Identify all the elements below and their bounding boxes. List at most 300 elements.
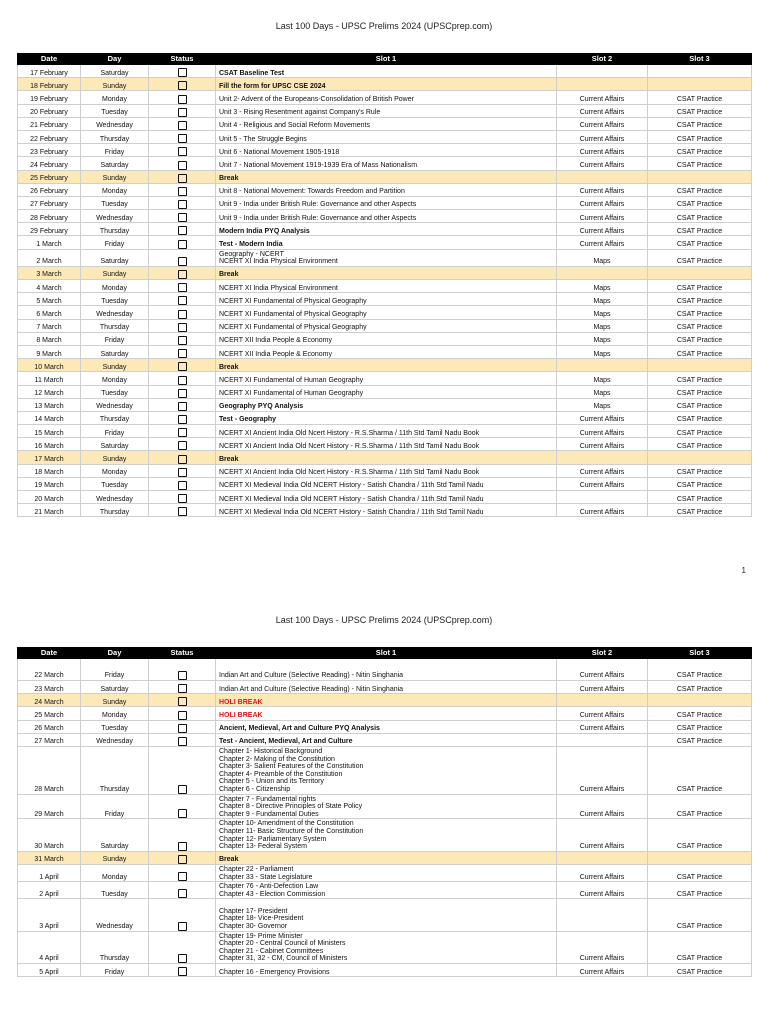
slot3-cell: CSAT Practice (648, 899, 752, 931)
slot2-cell: Current Affairs (557, 157, 648, 170)
slot1-cell: Unit 8 - National Movement: Towards Freedom and Partition (216, 183, 557, 196)
status-checkbox[interactable] (178, 402, 187, 411)
slot1-cell: CSAT Baseline Test (216, 65, 557, 78)
slot3-cell: CSAT Practice (648, 104, 752, 117)
day-cell: Tuesday (81, 293, 149, 306)
slot2-cell: Current Affairs (557, 681, 648, 694)
date-cell: 5 March (18, 293, 81, 306)
status-checkbox[interactable] (178, 922, 187, 931)
slot2-cell (557, 359, 648, 372)
slot2-cell (557, 451, 648, 464)
slot3-cell: CSAT Practice (648, 236, 752, 249)
slot2-cell: Current Affairs (557, 438, 648, 451)
slot3-cell: CSAT Practice (648, 280, 752, 293)
status-checkbox[interactable] (178, 240, 187, 249)
status-cell (149, 491, 216, 504)
page-number: 1 (741, 566, 746, 575)
status-checkbox[interactable] (178, 95, 187, 104)
date-cell: 24 February (18, 157, 81, 170)
slot1-cell: Chapter 76 - Anti-Defection Law Chapter 43 - Election Commission (216, 882, 557, 899)
slot1-cell: Unit 9 - India under British Rule: Governance and other Aspects (216, 196, 557, 209)
slot2-cell: Current Affairs (557, 91, 648, 104)
header-slot3: Slot 3 (648, 648, 752, 659)
date-cell: 28 March (18, 746, 81, 794)
slot3-cell (648, 851, 752, 864)
status-checkbox[interactable] (178, 455, 187, 464)
day-cell: Thursday (81, 411, 149, 424)
status-checkbox[interactable] (178, 257, 187, 266)
status-checkbox[interactable] (178, 389, 187, 398)
status-checkbox[interactable] (178, 724, 187, 733)
status-checkbox[interactable] (178, 200, 187, 209)
slot2-cell: Current Affairs (557, 117, 648, 130)
date-cell: 23 February (18, 144, 81, 157)
status-checkbox[interactable] (178, 147, 187, 156)
day-cell: Saturday (81, 65, 149, 78)
slot1-cell: NCERT XI Ancient India Old Ncert History - R.S.Sharma / 11th Std Tamil Nadu Book (216, 425, 557, 438)
date-cell: 17 March (18, 451, 81, 464)
slot2-cell: Current Affairs (557, 425, 648, 438)
status-cell (149, 130, 216, 143)
slot3-cell: CSAT Practice (648, 733, 752, 746)
date-cell: 14 March (18, 411, 81, 424)
slot1-cell: Modern India PYQ Analysis (216, 223, 557, 236)
status-checkbox[interactable] (178, 121, 187, 130)
day-cell: Friday (81, 964, 149, 977)
date-cell: 15 March (18, 425, 81, 438)
table-row (18, 306, 752, 319)
status-cell (149, 144, 216, 157)
slot2-cell: Current Affairs (557, 504, 648, 517)
status-checkbox[interactable] (178, 68, 187, 77)
day-cell: Sunday (81, 266, 149, 279)
status-checkbox[interactable] (178, 889, 187, 898)
status-checkbox[interactable] (178, 967, 187, 976)
slot1-cell: Test - Ancient, Medieval, Art and Culture (216, 733, 557, 746)
table-row (18, 707, 752, 720)
status-checkbox[interactable] (178, 697, 187, 706)
slot2-cell: Current Affairs (557, 707, 648, 720)
table-row (18, 91, 752, 104)
slot3-cell: CSAT Practice (648, 864, 752, 881)
table-row (18, 78, 752, 91)
table-row (18, 899, 752, 931)
slot2-cell: Current Affairs (557, 659, 648, 681)
status-checkbox[interactable] (178, 842, 187, 851)
status-cell (149, 117, 216, 130)
status-cell (149, 819, 216, 851)
day-cell: Tuesday (81, 882, 149, 899)
status-cell (149, 280, 216, 293)
slot3-cell: CSAT Practice (648, 196, 752, 209)
date-cell: 9 March (18, 345, 81, 358)
slot1-cell: NCERT XI India Physical Environment (216, 280, 557, 293)
table-row (18, 385, 752, 398)
slot1-cell: NCERT XI Ancient India Old Ncert History - R.S.Sharma / 11th Std Tamil Nadu Book (216, 438, 557, 451)
table-row (18, 266, 752, 279)
slot3-cell: CSAT Practice (648, 425, 752, 438)
slot3-cell: CSAT Practice (648, 319, 752, 332)
status-checkbox[interactable] (178, 711, 187, 720)
slot2-cell: Current Affairs (557, 882, 648, 899)
status-checkbox[interactable] (178, 684, 187, 693)
status-cell (149, 425, 216, 438)
slot2-cell (557, 65, 648, 78)
status-checkbox[interactable] (178, 872, 187, 881)
table-row (18, 819, 752, 851)
slot1-cell: NCERT XI Ancient India Old Ncert History - R.S.Sharma / 11th Std Tamil Nadu Book (216, 464, 557, 477)
table-row (18, 157, 752, 170)
table-row (18, 398, 752, 411)
date-cell: 21 March (18, 504, 81, 517)
slot1-cell: NCERT XI Medieval India Old NCERT History - Satish Chandra / 11th Std Tamil Nadu (216, 504, 557, 517)
slot3-cell: CSAT Practice (648, 398, 752, 411)
slot3-cell (648, 65, 752, 78)
slot3-cell: CSAT Practice (648, 794, 752, 819)
slot3-cell (648, 694, 752, 707)
slot2-cell: Maps (557, 372, 648, 385)
date-cell: 19 March (18, 477, 81, 490)
header-status: Status (149, 54, 216, 65)
slot2-cell: Current Affairs (557, 931, 648, 963)
slot1-cell: NCERT XI Fundamental of Human Geography (216, 385, 557, 398)
status-cell (149, 319, 216, 332)
status-cell (149, 451, 216, 464)
date-cell: 2 April (18, 882, 81, 899)
slot2-cell (557, 266, 648, 279)
header-date: Date (18, 648, 81, 659)
date-cell: 13 March (18, 398, 81, 411)
day-cell: Sunday (81, 451, 149, 464)
status-checkbox[interactable] (178, 362, 187, 371)
date-cell: 16 March (18, 438, 81, 451)
slot3-cell: CSAT Practice (648, 477, 752, 490)
slot1-cell: Test - Geography (216, 411, 557, 424)
slot2-cell: Current Affairs (557, 794, 648, 819)
table-row (18, 104, 752, 117)
slot2-cell: Current Affairs (557, 864, 648, 881)
date-cell: 3 April (18, 899, 81, 931)
day-cell: Monday (81, 91, 149, 104)
status-checkbox[interactable] (178, 226, 187, 235)
slot3-cell: CSAT Practice (648, 504, 752, 517)
day-cell: Saturday (81, 681, 149, 694)
slot3-cell: CSAT Practice (648, 306, 752, 319)
slot1-cell: Break (216, 851, 557, 864)
status-cell (149, 196, 216, 209)
slot2-cell: Current Affairs (557, 196, 648, 209)
status-cell (149, 398, 216, 411)
status-checkbox[interactable] (178, 296, 187, 305)
slot3-cell: CSAT Practice (648, 464, 752, 477)
slot2-cell: Maps (557, 319, 648, 332)
slot3-cell: CSAT Practice (648, 681, 752, 694)
date-cell: 31 March (18, 851, 81, 864)
schedule-table (17, 53, 752, 517)
slot2-cell: Current Affairs (557, 746, 648, 794)
slot2-cell: Maps (557, 280, 648, 293)
day-cell: Thursday (81, 130, 149, 143)
slot3-cell: CSAT Practice (648, 91, 752, 104)
day-cell: Monday (81, 372, 149, 385)
date-cell: 23 March (18, 681, 81, 694)
status-checkbox[interactable] (178, 428, 187, 437)
day-cell: Saturday (81, 157, 149, 170)
date-cell: 29 March (18, 794, 81, 819)
table-row (18, 851, 752, 864)
table-row (18, 504, 752, 517)
date-cell: 25 March (18, 707, 81, 720)
table-row (18, 411, 752, 424)
slot2-cell: Current Affairs (557, 720, 648, 733)
day-cell: Wednesday (81, 306, 149, 319)
status-cell (149, 249, 216, 266)
date-cell: 19 February (18, 91, 81, 104)
table-row (18, 931, 752, 963)
slot2-cell: Maps (557, 293, 648, 306)
day-cell: Tuesday (81, 196, 149, 209)
status-checkbox[interactable] (178, 161, 187, 170)
table-row (18, 464, 752, 477)
slot1-cell: Chapter 1- Historical Background Chapter 2- Making of the Constitution Chapter 3- Salient Features of the Constitution Chapter 4- Preamble of the Constitution Chapter 5 - Union and its Territory Chapter 6 - Citizenship (216, 746, 557, 794)
table-row (18, 372, 752, 385)
status-cell (149, 477, 216, 490)
table-header-row (18, 54, 752, 65)
day-cell: Sunday (81, 359, 149, 372)
slot2-cell (557, 733, 648, 746)
status-cell (149, 733, 216, 746)
status-checkbox[interactable] (178, 415, 187, 424)
date-cell: 4 March (18, 280, 81, 293)
slot2-cell: Maps (557, 332, 648, 345)
status-checkbox[interactable] (178, 481, 187, 490)
slot2-cell: Current Affairs (557, 144, 648, 157)
table-row (18, 451, 752, 464)
slot3-cell: CSAT Practice (648, 223, 752, 236)
day-cell: Saturday (81, 819, 149, 851)
status-checkbox[interactable] (178, 270, 187, 279)
status-cell (149, 931, 216, 963)
slot3-cell: CSAT Practice (648, 438, 752, 451)
slot2-cell: Maps (557, 345, 648, 358)
header-slot1: Slot 1 (216, 54, 557, 65)
day-cell: Wednesday (81, 117, 149, 130)
slot3-cell: CSAT Practice (648, 707, 752, 720)
header-date: Date (18, 54, 81, 65)
status-checkbox[interactable] (178, 134, 187, 143)
status-cell (149, 794, 216, 819)
page-title: Last 100 Days - UPSC Prelims 2024 (UPSCprep.com) (275, 21, 493, 31)
status-checkbox[interactable] (178, 349, 187, 358)
slot2-cell: Current Affairs (557, 411, 648, 424)
status-checkbox[interactable] (178, 323, 187, 332)
table-row (18, 196, 752, 209)
date-cell: 25 February (18, 170, 81, 183)
date-cell: 1 April (18, 864, 81, 881)
day-cell: Thursday (81, 504, 149, 517)
header-slot1: Slot 1 (216, 648, 557, 659)
date-cell: 27 March (18, 733, 81, 746)
table-row (18, 117, 752, 130)
status-cell (149, 899, 216, 931)
date-cell: 18 March (18, 464, 81, 477)
day-cell: Thursday (81, 931, 149, 963)
date-cell: 1 March (18, 236, 81, 249)
slot1-cell: NCERT XI Medieval India Old NCERT History - Satish Chandra / 11th Std Tamil Nadu (216, 477, 557, 490)
slot3-cell: CSAT Practice (648, 746, 752, 794)
status-checkbox[interactable] (178, 737, 187, 746)
table-row (18, 280, 752, 293)
page-title: Last 100 Days - UPSC Prelims 2024 (UPSCprep.com) (275, 615, 493, 625)
day-cell: Friday (81, 144, 149, 157)
status-checkbox[interactable] (178, 468, 187, 477)
slot3-cell: CSAT Practice (648, 659, 752, 681)
table-row (18, 65, 752, 78)
status-checkbox[interactable] (178, 187, 187, 196)
slot1-cell: Break (216, 266, 557, 279)
slot1-cell: Unit 6 - National Movement 1905-1918 (216, 144, 557, 157)
day-cell: Wednesday (81, 210, 149, 223)
table-header-row (18, 648, 752, 659)
slot2-cell: Current Affairs (557, 104, 648, 117)
day-cell: Wednesday (81, 733, 149, 746)
day-cell: Sunday (81, 851, 149, 864)
slot1-cell: NCERT XI Fundamental of Physical Geography (216, 306, 557, 319)
table-row (18, 491, 752, 504)
table-row (18, 236, 752, 249)
day-cell: Monday (81, 864, 149, 881)
status-checkbox[interactable] (178, 855, 187, 864)
day-cell: Monday (81, 464, 149, 477)
day-cell: Friday (81, 332, 149, 345)
status-checkbox[interactable] (178, 441, 187, 450)
day-cell: Wednesday (81, 398, 149, 411)
slot3-cell: CSAT Practice (648, 491, 752, 504)
date-cell: 20 March (18, 491, 81, 504)
slot2-cell: Current Affairs (557, 464, 648, 477)
slot1-cell: NCERT XI Medieval India Old NCERT History - Satish Chandra / 11th Std Tamil Nadu (216, 491, 557, 504)
slot3-cell: CSAT Practice (648, 183, 752, 196)
date-cell: 12 March (18, 385, 81, 398)
status-cell (149, 104, 216, 117)
date-cell: 21 February (18, 117, 81, 130)
table-row (18, 130, 752, 143)
slot1-cell: Break (216, 359, 557, 372)
slot1-cell: NCERT XII India People & Economy (216, 332, 557, 345)
slot1-cell: NCERT XI Fundamental of Human Geography (216, 372, 557, 385)
day-cell: Thursday (81, 746, 149, 794)
date-cell: 22 February (18, 130, 81, 143)
status-checkbox[interactable] (178, 336, 187, 345)
status-cell (149, 78, 216, 91)
status-checkbox[interactable] (178, 81, 187, 90)
date-cell: 4 April (18, 931, 81, 963)
slot1-cell: HOLI BREAK (216, 707, 557, 720)
day-cell: Wednesday (81, 491, 149, 504)
table-row (18, 694, 752, 707)
status-cell (149, 964, 216, 977)
status-cell (149, 464, 216, 477)
slot2-cell: Maps (557, 306, 648, 319)
table-row (18, 882, 752, 899)
slot3-cell: CSAT Practice (648, 964, 752, 977)
slot1-cell: Unit 3 - Rising Resentment against Company's Rule (216, 104, 557, 117)
status-checkbox[interactable] (178, 785, 187, 794)
slot1-cell: NCERT XI Fundamental of Physical Geography (216, 319, 557, 332)
slot2-cell (557, 491, 648, 504)
slot1-cell: Geography - NCERT NCERT XI India Physical Environment (216, 249, 557, 266)
status-cell (149, 236, 216, 249)
date-cell: 30 March (18, 819, 81, 851)
header-day: Day (81, 54, 149, 65)
status-cell (149, 438, 216, 451)
status-cell (149, 694, 216, 707)
status-cell (149, 223, 216, 236)
status-checkbox[interactable] (178, 671, 187, 680)
table-row (18, 438, 752, 451)
status-cell (149, 659, 216, 681)
status-checkbox[interactable] (178, 507, 187, 516)
status-checkbox[interactable] (178, 809, 187, 818)
status-checkbox[interactable] (178, 213, 187, 222)
day-cell: Monday (81, 707, 149, 720)
status-cell (149, 183, 216, 196)
status-cell (149, 306, 216, 319)
table-row (18, 659, 752, 681)
status-cell (149, 681, 216, 694)
slot3-cell: CSAT Practice (648, 249, 752, 266)
slot2-cell (557, 851, 648, 864)
day-cell: Friday (81, 236, 149, 249)
status-checkbox[interactable] (178, 310, 187, 319)
date-cell: 24 March (18, 694, 81, 707)
table-row (18, 794, 752, 819)
slot1-cell: Unit 2- Advent of the Europeans-Consolidation of British Power (216, 91, 557, 104)
status-checkbox[interactable] (178, 954, 187, 963)
slot1-cell: Unit 7 - National Movement 1919-1939 Era of Mass Nationalism (216, 157, 557, 170)
slot3-cell: CSAT Practice (648, 819, 752, 851)
slot3-cell: CSAT Practice (648, 332, 752, 345)
date-cell: 18 February (18, 78, 81, 91)
date-cell: 10 March (18, 359, 81, 372)
status-checkbox[interactable] (178, 494, 187, 503)
table-row (18, 223, 752, 236)
status-cell (149, 372, 216, 385)
date-cell: 27 February (18, 196, 81, 209)
status-checkbox[interactable] (178, 108, 187, 117)
table-row (18, 170, 752, 183)
slot1-cell: Fill the form for UPSC CSE 2024 (216, 78, 557, 91)
slot2-cell: Current Affairs (557, 819, 648, 851)
status-checkbox[interactable] (178, 283, 187, 292)
day-cell: Friday (81, 659, 149, 681)
slot2-cell: Current Affairs (557, 223, 648, 236)
date-cell: 20 February (18, 104, 81, 117)
slot3-cell: CSAT Practice (648, 372, 752, 385)
day-cell: Sunday (81, 170, 149, 183)
status-checkbox[interactable] (178, 376, 187, 385)
slot2-cell: Current Affairs (557, 210, 648, 223)
day-cell: Monday (81, 280, 149, 293)
status-checkbox[interactable] (178, 174, 187, 183)
status-cell (149, 359, 216, 372)
slot3-cell: CSAT Practice (648, 117, 752, 130)
status-cell (149, 91, 216, 104)
slot3-cell: CSAT Practice (648, 157, 752, 170)
slot3-cell (648, 170, 752, 183)
slot1-cell: Chapter 22 - Parliament Chapter 33 - State Legislature (216, 864, 557, 881)
slot1-cell: NCERT XII India People & Economy (216, 345, 557, 358)
